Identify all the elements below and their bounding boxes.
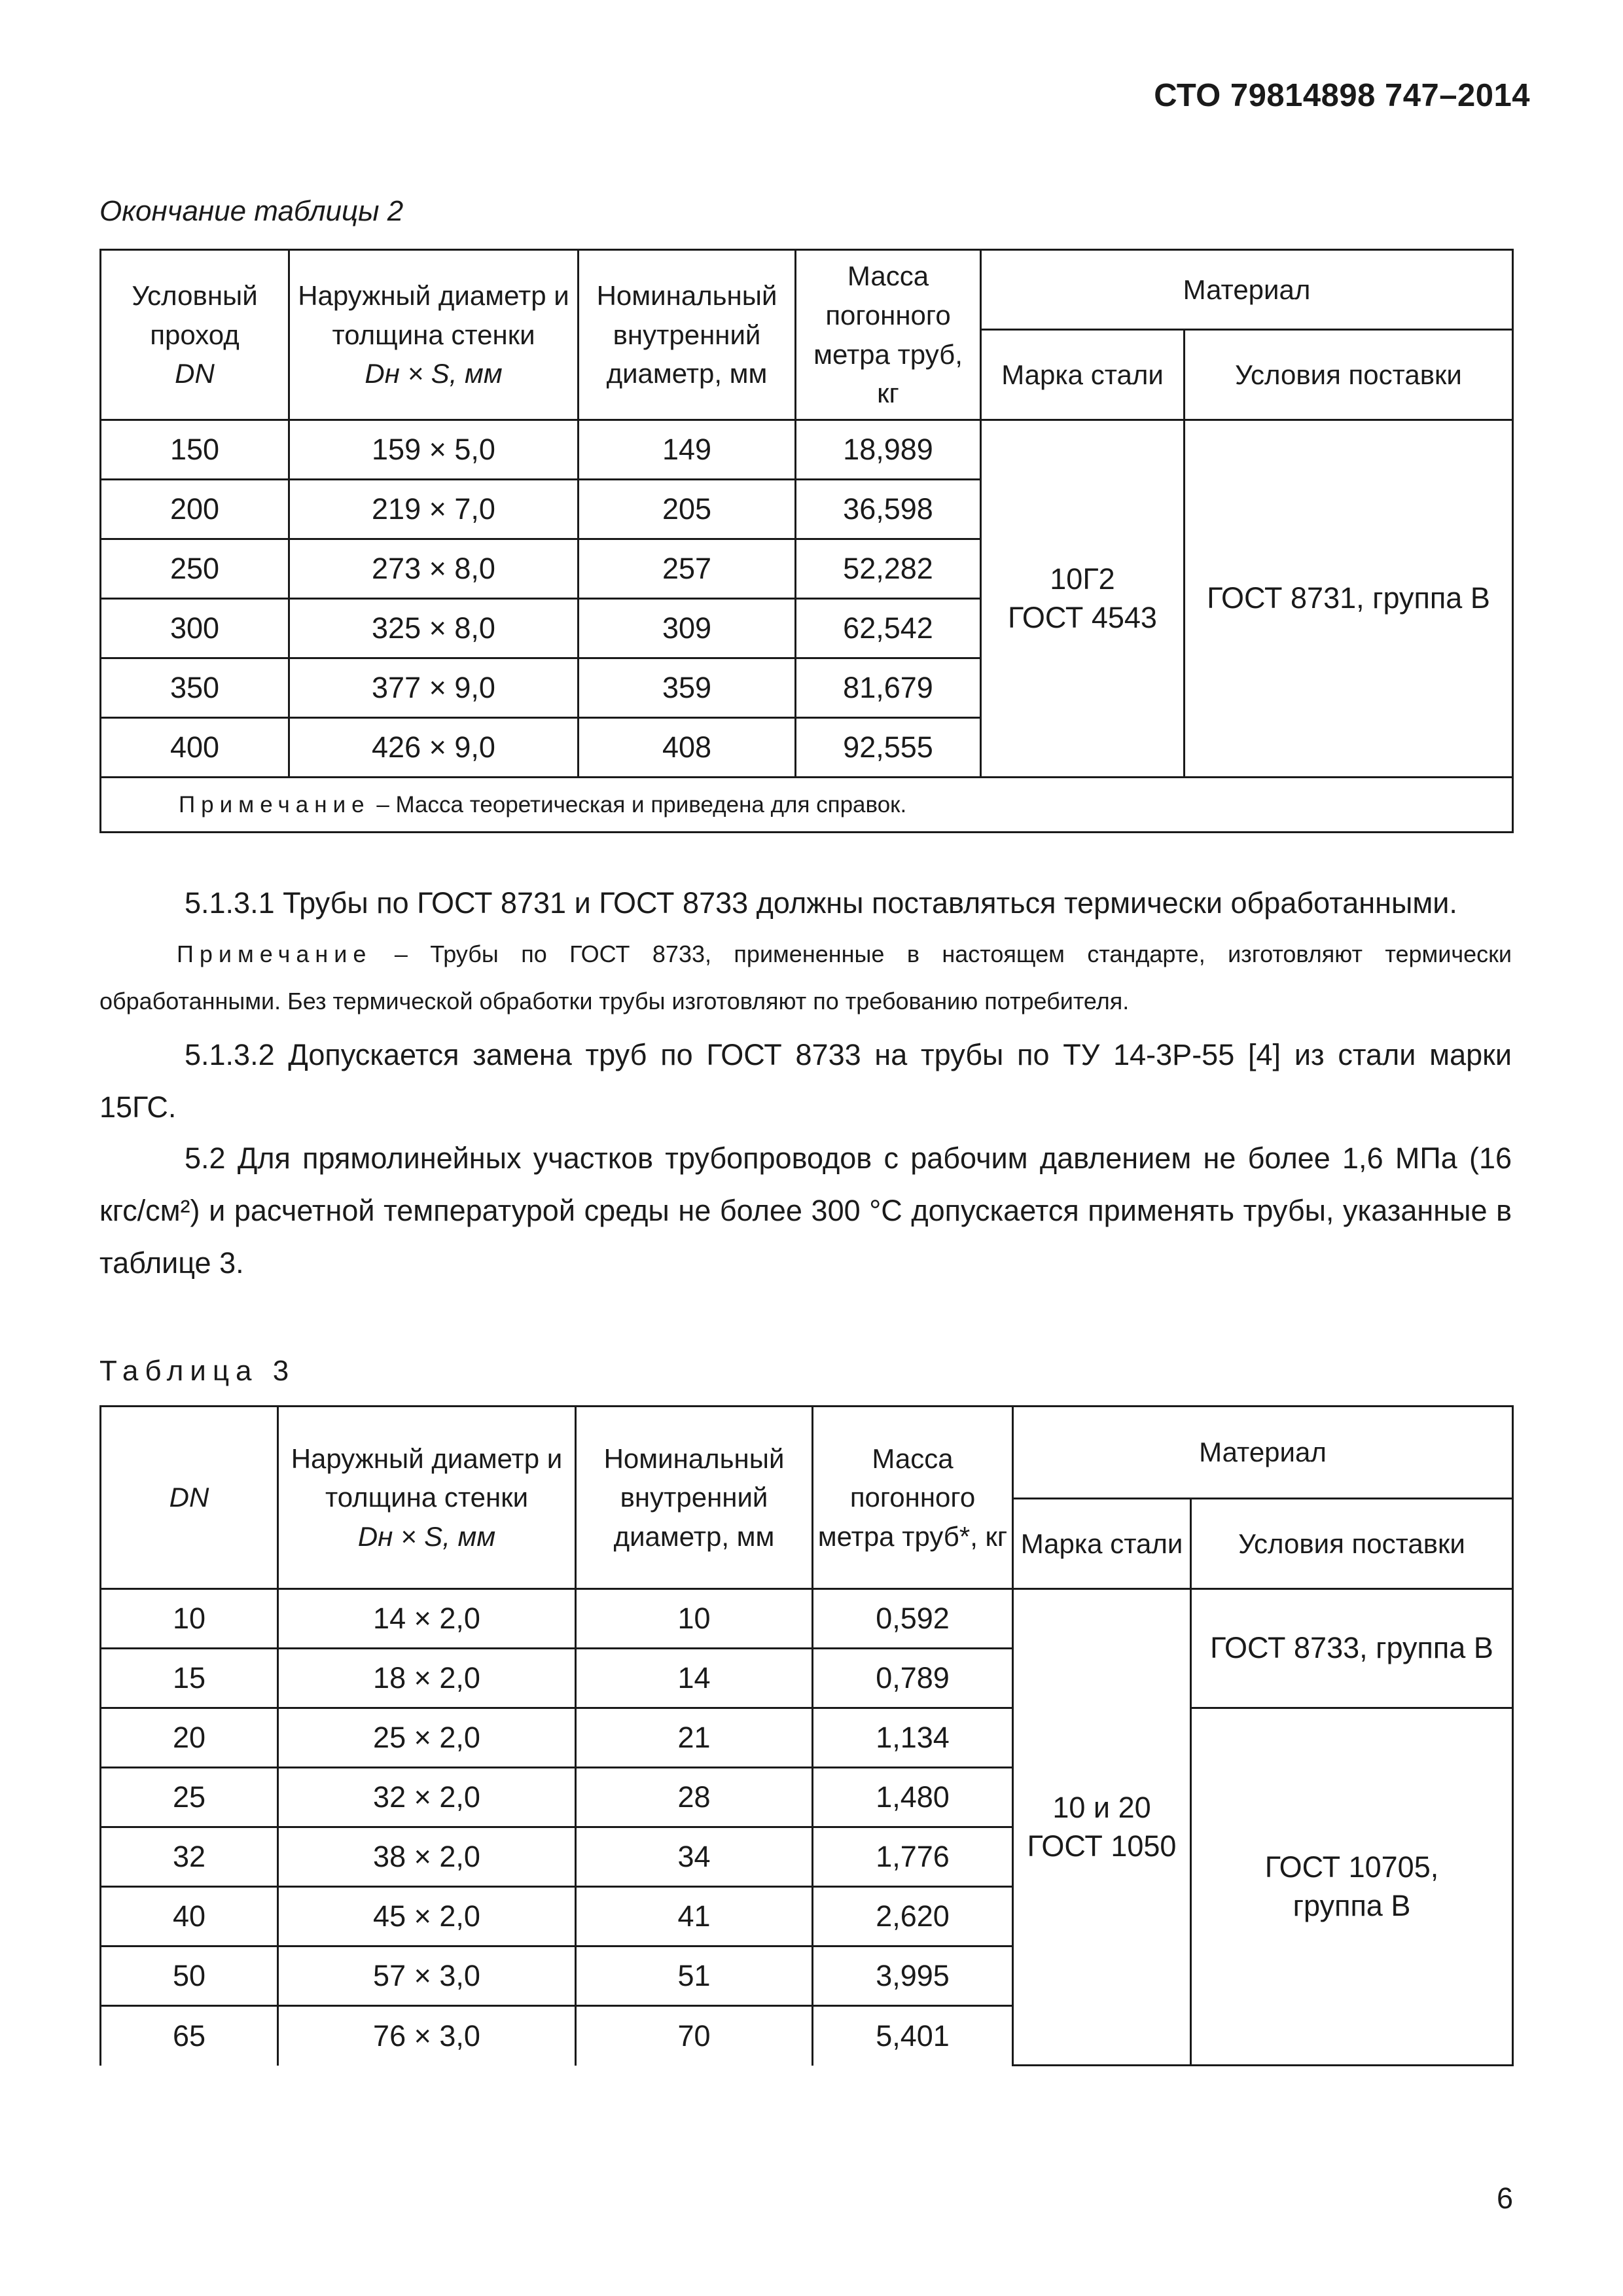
t3-cell-mass: 0,592 (813, 1589, 1013, 1649)
t3-cell-mass: 0,789 (813, 1649, 1013, 1708)
t3-cell-inner: 41 (576, 1887, 813, 1946)
t3-header-outer (278, 1407, 576, 1589)
t2-cell-dims: 325 × 8,0 (289, 599, 579, 658)
t3-cell-dims: 45 × 2,0 (278, 1887, 576, 1946)
t3-cell-dn: 50 (101, 1946, 278, 2006)
t3-header-material: Материал (1013, 1407, 1513, 1499)
t2-cell-mass: 81,679 (796, 658, 981, 718)
t2-cell-dims: 159 × 5,0 (289, 420, 579, 480)
t3-conditions-b-line1: ГОСТ 10705, (1264, 1850, 1439, 1884)
t2-header-outer (289, 250, 579, 420)
t2-cell-inner: 309 (579, 599, 796, 658)
t3-cell-inner: 34 (576, 1827, 813, 1887)
t2-cell-dn: 400 (101, 718, 289, 778)
note-lead: Примечание (177, 941, 372, 967)
t2-header-dn-label: Условный проход (132, 280, 258, 350)
t2-header-dn-symbol: DN (175, 358, 215, 389)
t3-conditions-b-line2: группа В (1293, 1888, 1411, 1922)
t2-cell-dn: 200 (101, 480, 289, 539)
t3-cell-mass: 5,401 (813, 2006, 1013, 2066)
t3-cell-dn: 15 (101, 1649, 278, 1708)
note-text: – Трубы по ГОСТ 8733, примененные в настоящем стандарте, изготовляют термически обработанными. Без термической обработки трубы изготовляют по требованию потребителя. (99, 941, 1512, 1014)
t2-cell-dn: 350 (101, 658, 289, 718)
t3-header-inner: Номинальный внутренний диаметр, мм (576, 1407, 813, 1589)
t2-header-conditions: Условия поставки (1185, 330, 1513, 420)
page-number: 6 (1496, 2181, 1513, 2215)
t3-cell-inner: 51 (576, 1946, 813, 2006)
t2-header-dn (101, 250, 289, 420)
t2-header-inner: Номинальный внутренний диаметр, мм (579, 250, 796, 420)
t2-header-outer-label: Наружный диаметр и толщина стенки (298, 280, 569, 350)
t2-cell-dn: 150 (101, 420, 289, 480)
t3-cell-mass: 1,134 (813, 1708, 1013, 1768)
paragraph-5-2: 5.2 Для прямолинейных участков трубопроводов с рабочим давлением не более 1,6 МПа (16 кгс/см²) и расчетной температурой среды не более 300 °С допускается применять трубы, указанные в таблице 3. (99, 1141, 1512, 1280)
table3-caption: Таблица 3 (99, 1355, 296, 1387)
document-code: СТО 79814898 747–2014 (1154, 78, 1530, 113)
t2-cell-dims: 426 × 9,0 (289, 718, 579, 778)
t3-cell-inner: 21 (576, 1708, 813, 1768)
t3-cell-dims: 76 × 3,0 (278, 2006, 576, 2066)
t2-cell-conditions: ГОСТ 8731, группа В (1185, 420, 1513, 778)
t3-cell-dn: 32 (101, 1827, 278, 1887)
t3-header-outer-label: Наружный диаметр и толщина стенки (291, 1443, 563, 1513)
t2-grade-value: 10Г2 (1050, 562, 1115, 596)
table3 (99, 1405, 1514, 2066)
t3-cell-dims: 32 × 2,0 (278, 1768, 576, 1827)
t3-cell-dn: 10 (101, 1589, 278, 1649)
t2-cell-dn: 250 (101, 539, 289, 599)
t3-cell-mass: 1,776 (813, 1827, 1013, 1887)
t2-cell-dims: 219 × 7,0 (289, 480, 579, 539)
note-paragraph (99, 931, 1512, 1025)
t3-cell-inner: 28 (576, 1768, 813, 1827)
t3-cell-inner: 14 (576, 1649, 813, 1708)
t3-grade-value: 10 и 20 (1052, 1791, 1151, 1824)
paragraph-5-1-3-1: 5.1.3.1 Трубы по ГОСТ 8731 и ГОСТ 8733 должны поставляться термически обработанными. (185, 886, 1457, 920)
t2-header-grade: Марка стали (981, 330, 1185, 420)
t2-note (101, 778, 1513, 833)
table2-caption: Окончание таблицы 2 (99, 195, 404, 227)
t3-cell-mass: 2,620 (813, 1887, 1013, 1946)
paragraph-5-1-3-2: 5.1.3.2 Допускается замена труб по ГОСТ 8733 на трубы по ТУ 14-3Р-55 [4] из стали марки 15ГС. (99, 1038, 1512, 1124)
t2-note-lead: Примечание (179, 791, 370, 817)
t3-header-conditions: Условия поставки (1191, 1499, 1513, 1589)
t3-cell-mass: 1,480 (813, 1768, 1013, 1827)
t3-cell-dims: 25 × 2,0 (278, 1708, 576, 1768)
table2 (99, 249, 1514, 833)
t3-cell-inner: 10 (576, 1589, 813, 1649)
t3-cell-grade (1013, 1589, 1191, 2066)
t2-cell-dims: 273 × 8,0 (289, 539, 579, 599)
t3-cell-inner: 70 (576, 2006, 813, 2066)
t3-cell-dims: 38 × 2,0 (278, 1827, 576, 1887)
t2-cell-inner: 149 (579, 420, 796, 480)
t2-cell-inner: 257 (579, 539, 796, 599)
t2-cell-dims: 377 × 9,0 (289, 658, 579, 718)
t2-cell-grade (981, 420, 1185, 778)
t3-cell-dims: 57 × 3,0 (278, 1946, 576, 2006)
t3-cell-mass: 3,995 (813, 1946, 1013, 2006)
t3-header-dn-symbol: DN (169, 1482, 209, 1513)
t2-note-text: – Масса теоретическая и приведена для справок. (370, 791, 907, 817)
t2-header-mass: Масса погонного метра труб, кг (796, 250, 981, 420)
t3-cell-dims: 18 × 2,0 (278, 1649, 576, 1708)
t3-cell-dn: 40 (101, 1887, 278, 1946)
t2-cell-inner: 205 (579, 480, 796, 539)
t2-grade-standard: ГОСТ 4543 (1008, 600, 1157, 634)
t3-cell-dn: 25 (101, 1768, 278, 1827)
t3-header-outer-symbol: Dн × S, мм (357, 1520, 496, 1552)
t2-header-material: Материал (981, 250, 1513, 330)
t3-header-grade: Марка стали (1013, 1499, 1191, 1589)
t2-cell-mass: 92,555 (796, 718, 981, 778)
t3-cell-dims: 14 × 2,0 (278, 1589, 576, 1649)
t2-cell-dn: 300 (101, 599, 289, 658)
t3-cell-dn: 65 (101, 2006, 278, 2066)
t2-cell-inner: 359 (579, 658, 796, 718)
t2-cell-mass: 18,989 (796, 420, 981, 480)
t3-cell-conditions-b (1191, 1708, 1513, 2066)
t2-cell-inner: 408 (579, 718, 796, 778)
t3-header-mass: Масса погонного метра труб*, кг (813, 1407, 1013, 1589)
t2-header-outer-symbol: Dн × S, мм (365, 358, 503, 389)
t2-cell-mass: 36,598 (796, 480, 981, 539)
t3-cell-dn: 20 (101, 1708, 278, 1768)
t3-grade-standard: ГОСТ 1050 (1027, 1829, 1177, 1863)
t2-cell-mass: 52,282 (796, 539, 981, 599)
t3-header-dn (101, 1407, 278, 1589)
t3-cell-conditions-a: ГОСТ 8733, группа В (1191, 1589, 1513, 1708)
t2-cell-mass: 62,542 (796, 599, 981, 658)
